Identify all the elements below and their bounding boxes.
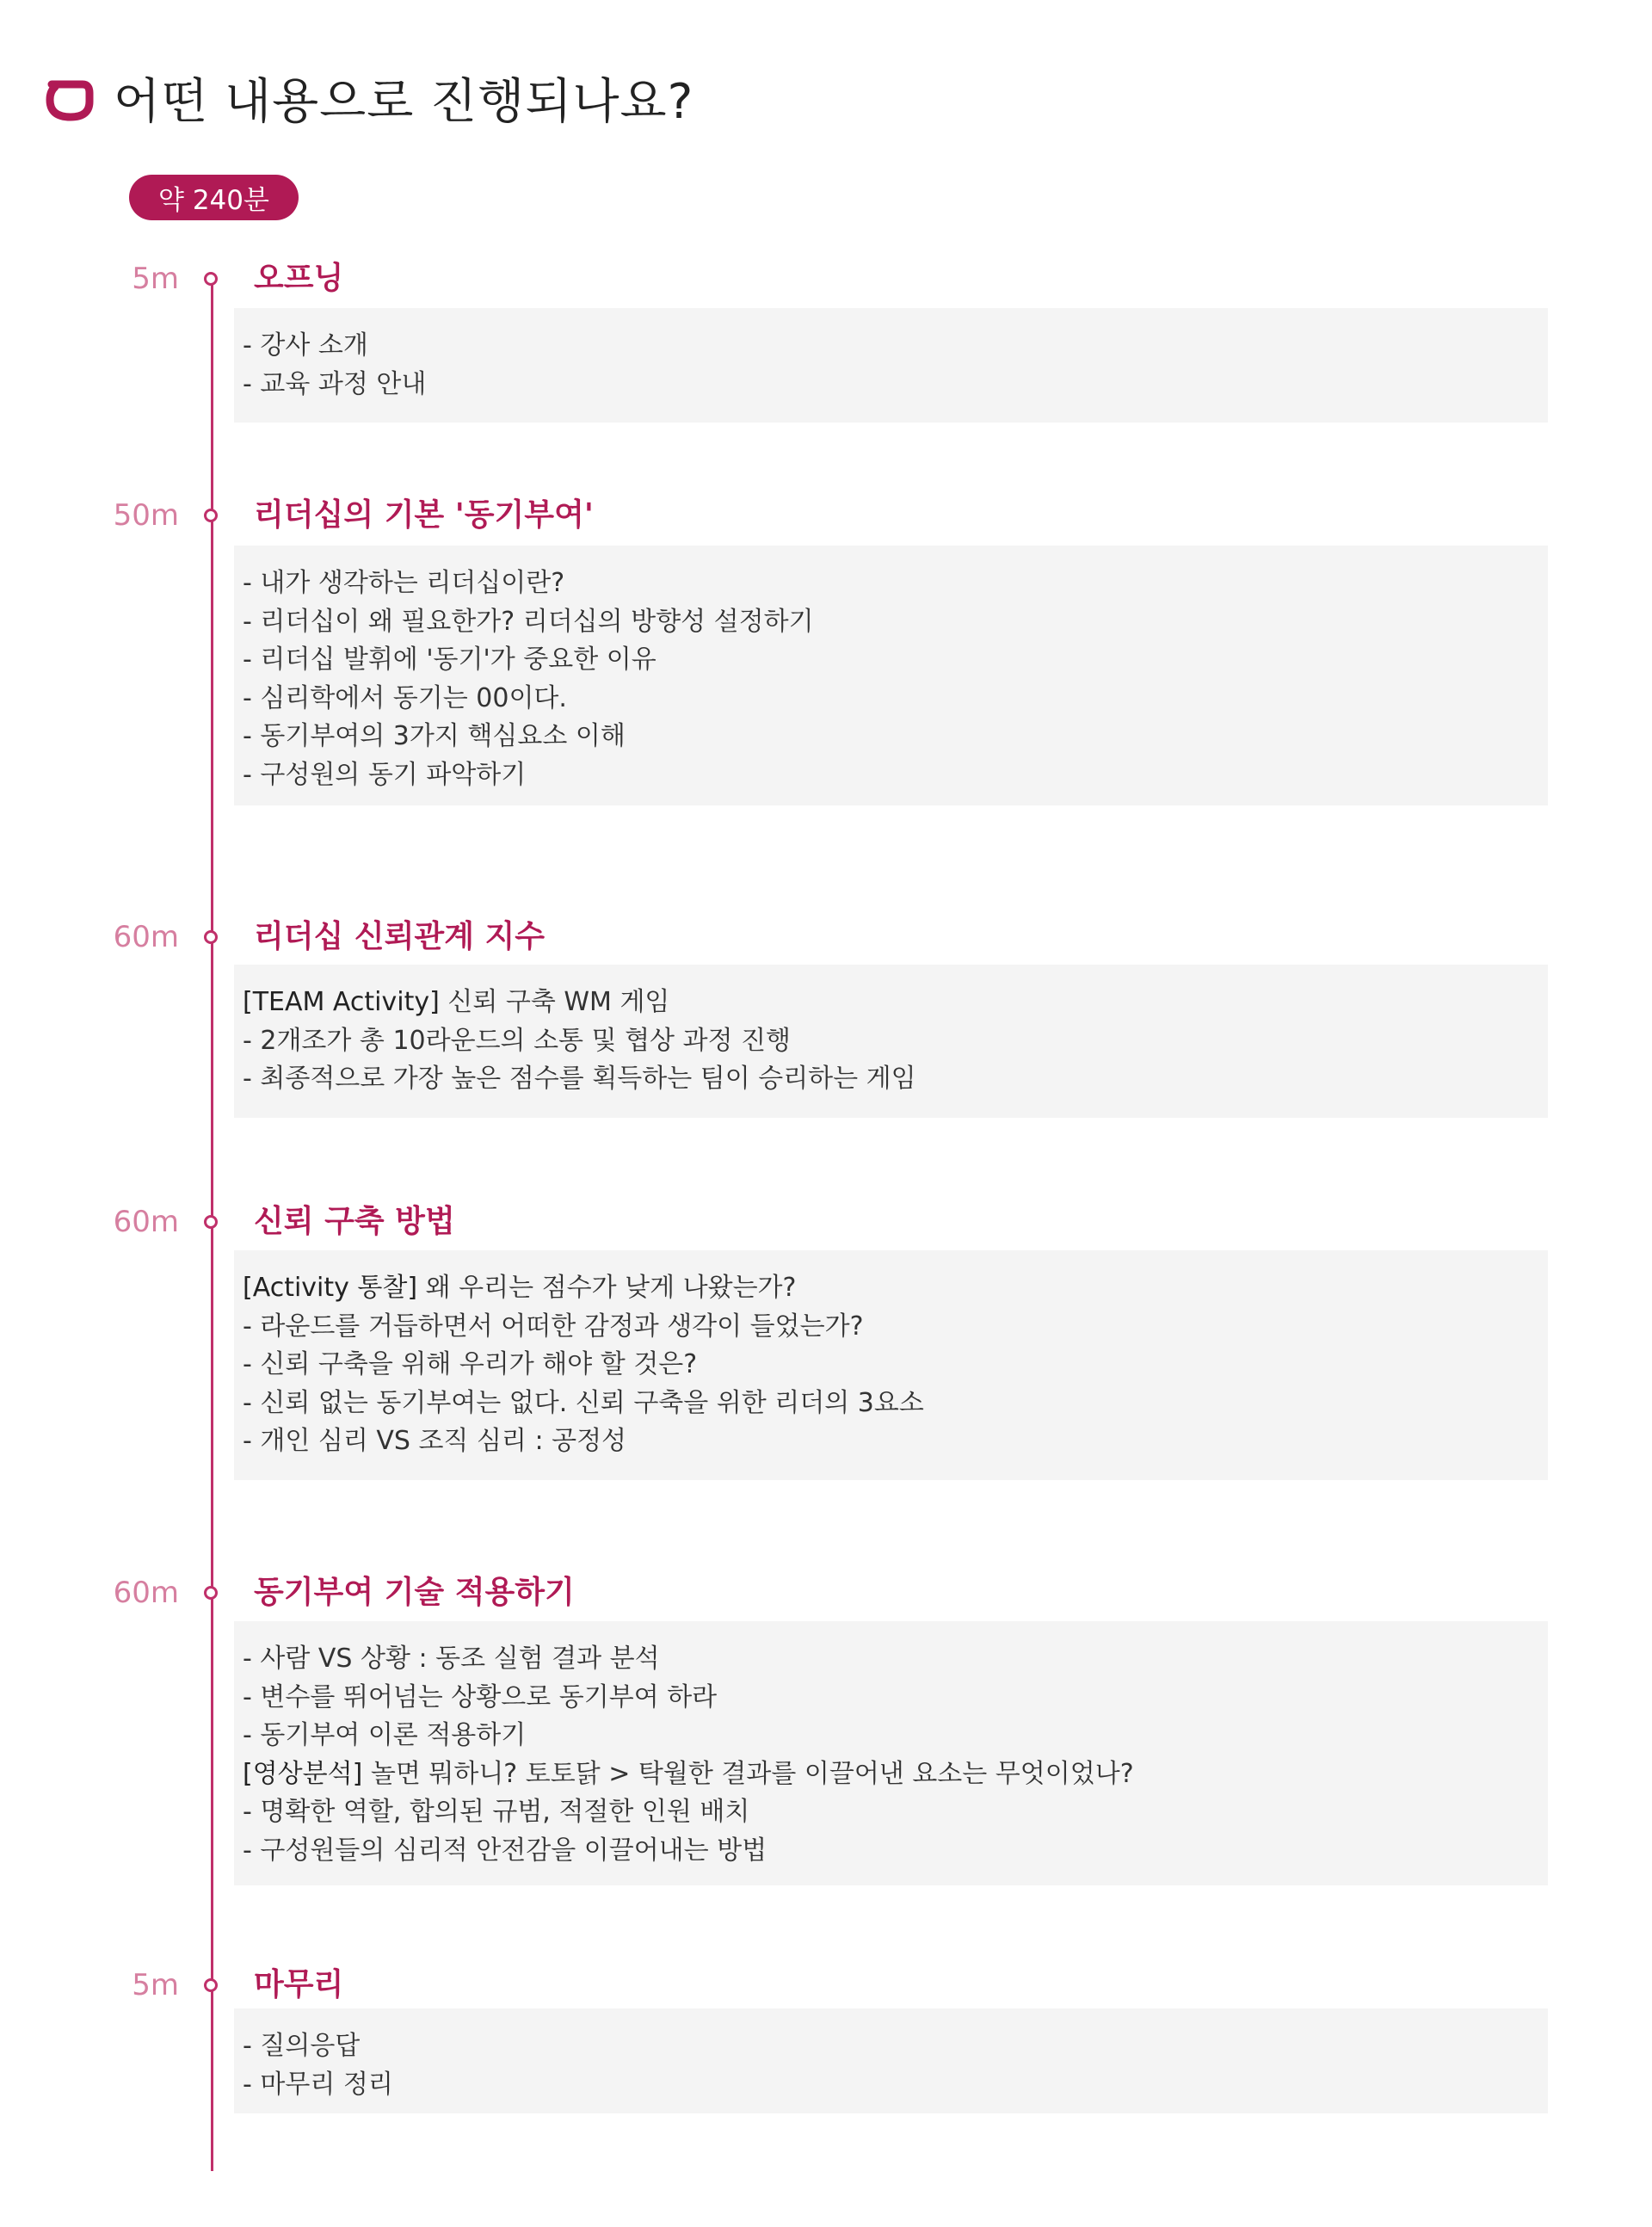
content-lead-text: 놀면 뭐하니? 토토닭 > 탁월한 결과를 이끌어낸 요소는 무엇이었나? [362, 1758, 1134, 1789]
section-duration: 60m [113, 1205, 179, 1239]
section-duration: 50m [113, 498, 179, 533]
content-line: - 심리학에서 동기는 00이다. [243, 682, 567, 713]
content-tag: [영상분석] [243, 1758, 363, 1789]
page-title: 어떤 내용으로 진행되나요? [114, 74, 694, 130]
content-line: - 강사 소개 [243, 330, 368, 361]
timeline-dot [204, 272, 218, 286]
logo-icon [43, 72, 95, 124]
section-title: 신뢰 구축 방법 [254, 1204, 455, 1239]
content-line: - 리더십 발휘에 '동기'가 중요한 이유 [243, 645, 656, 675]
section-title: 오프닝 [254, 261, 344, 296]
section-duration: 5m [132, 1968, 179, 2002]
content-line: - 2개조가 총 10라운드의 소통 및 협상 과정 진행 [243, 1025, 792, 1056]
content-tag: [Activity 통찰] [243, 1273, 418, 1303]
content-lead-text: 신뢰 구축 WM 게임 [439, 987, 670, 1017]
content-tag: [TEAM Activity] [243, 987, 440, 1017]
timeline-dot [204, 1586, 218, 1600]
section-content-box [234, 1250, 1548, 1480]
content-lead-text: 왜 우리는 점수가 낮게 나왔는가? [417, 1273, 797, 1303]
content-line: - 신뢰 없는 동기부여는 없다. 신뢰 구축을 위한 리더의 3요소 [243, 1387, 924, 1418]
content-line: - 교육 과정 안내 [243, 368, 427, 399]
content-line: - 동기부여 이론 적용하기 [243, 1720, 527, 1750]
section-duration: 5m [132, 262, 179, 296]
page-header [43, 62, 693, 134]
section-content-box [234, 546, 1548, 805]
section-content-box [234, 965, 1548, 1118]
section-content-box [234, 2008, 1548, 2113]
section-duration: 60m [113, 920, 179, 954]
content-line: - 최종적으로 가장 높은 점수를 획득하는 팀이 승리하는 게임 [243, 1064, 916, 1094]
content-lead-line [243, 984, 1538, 1022]
content-line: - 리더십이 왜 필요한가? 리더십의 방향성 설정하기 [243, 606, 814, 637]
section-title: 마무리 [254, 1967, 344, 2002]
timeline-dot [204, 509, 218, 522]
content-line: - 구성원들의 심리적 안전감을 이끌어내는 방법 [243, 1835, 767, 1866]
content-line: - 마무리 정리 [243, 2069, 393, 2100]
section-title: 리더십의 기본 '동기부여' [254, 497, 594, 533]
content-line: - 변수를 뛰어넘는 상황으로 동기부여 하라 [243, 1681, 718, 1712]
content-line: - 신뢰 구축을 위해 우리가 해야 할 것은? [243, 1349, 698, 1379]
content-lead-line [243, 1269, 1538, 1308]
content-line: - 사람 VS 상황 : 동조 실험 결과 분석 [243, 1644, 660, 1674]
section-content-box [234, 1621, 1548, 1885]
timeline-dot [204, 1978, 218, 1992]
section-content-box [234, 308, 1548, 423]
timeline-dot [204, 1215, 218, 1229]
content-line: - 구성원의 동기 파악하기 [243, 759, 527, 790]
content-line: - 동기부여의 3가지 핵심요소 이해 [243, 721, 626, 751]
content-line: - 명확한 역할, 합의된 규범, 적절한 인원 배치 [243, 1797, 750, 1827]
content-line: - 내가 생각하는 리더십이란? [243, 568, 565, 598]
section-duration: 60m [113, 1576, 179, 1610]
total-duration-badge: 약 240분 [129, 175, 299, 220]
content-line: - 개인 심리 VS 조직 심리 : 공정성 [243, 1426, 627, 1456]
content-line: - 질의응답 [243, 2031, 361, 2061]
section-title: 리더십 신뢰관계 지수 [254, 919, 546, 954]
content-lead-line [243, 1755, 1538, 1794]
section-title: 동기부여 기술 적용하기 [254, 1575, 575, 1610]
content-line: - 라운드를 거듭하면서 어떠한 감정과 생각이 들었는가? [243, 1311, 864, 1342]
timeline-dot [204, 930, 218, 944]
